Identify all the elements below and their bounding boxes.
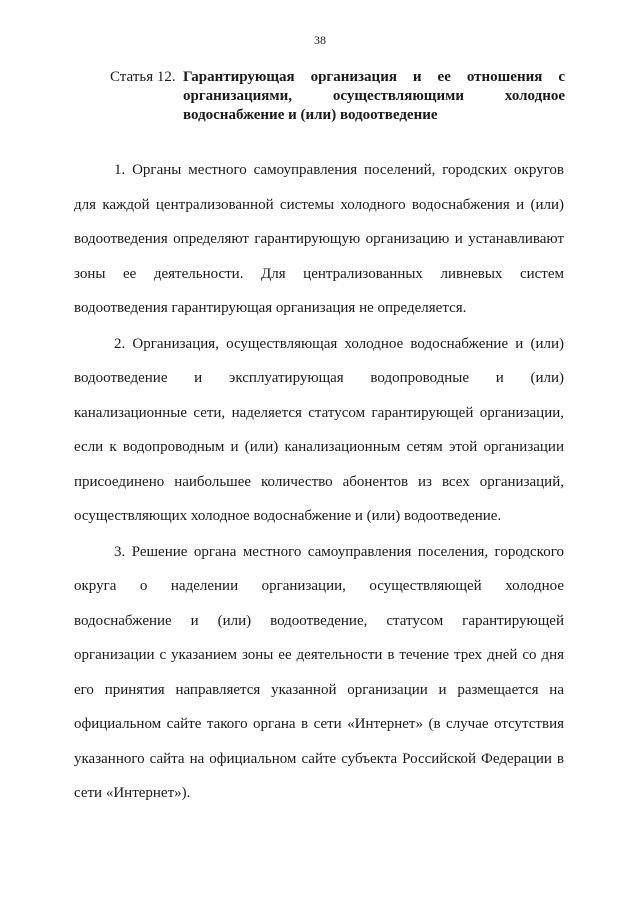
article-label: Статья 12.: [110, 69, 176, 85]
paragraph-3: 3. Решение органа местного самоуправления поселения, городского округа о наделении организации, осуществляющей холодное водоснабжение и (или) водоотведение, статусом гарантирующей организации с указанием зоны ее деятельности в течение трех дней со дня его принятия направляется указанной организации и размещается на официальном сайте такого органа в сети «Интернет» (в случае отсутствия указанного сайта на официальном сайте субъекта Российской Федерации в сети «Интернет»).: [74, 543, 564, 801]
article-title: Гарантирующая организация и ее отношения с организациями, осуществляющими холодное водоснабжение и (или) водоотведение: [183, 69, 565, 123]
paragraph-1: 1. Органы местного самоуправления поселений, городских округов для каждой централизованной системы холодного водоснабжения и (или) водоотведения определяют гарантирующую организацию и устанавливают зоны ее деятельности. Для централизованных ливневых систем водоотведения гарантирующая организация не определяется.: [74, 162, 564, 316]
paragraph-2: 2. Организация, осуществляющая холодное водоснабжение и (или) водоотведение и эксплуатирующая водопроводные и (или) канализационные сети, наделяется статусом гарантирующей организации, если к водопроводным и (или) канализационным сетям этой организации присоединено наибольшее количество абонентов из всех организаций, осуществляющих холодное водоснабжение и (или) водоотведение.: [74, 335, 564, 524]
article-heading: [110, 68, 565, 125]
page-number: 38: [314, 33, 326, 47]
article-body: [74, 153, 564, 811]
